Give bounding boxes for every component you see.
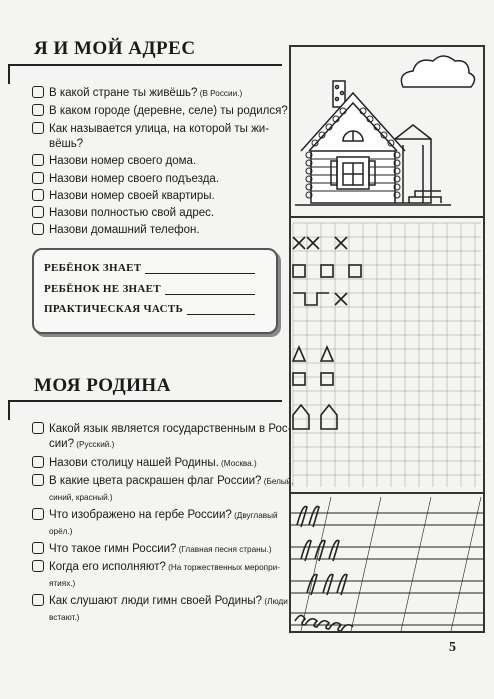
checkbox[interactable] [32, 542, 44, 554]
question-coat-of-arms[interactable]: Что изображено на гербе России? (Двуглавый орёл.) [32, 508, 278, 539]
checkbox[interactable] [32, 206, 44, 218]
checkbox[interactable] [32, 474, 44, 486]
checkbox[interactable] [32, 172, 44, 184]
exercise-column [289, 45, 485, 633]
question-anthem-when[interactable]: Когда его исполняют? (На торжественных меропри- ятиях.) [32, 560, 280, 591]
exercise-illustrations [291, 47, 483, 631]
checkbox[interactable] [32, 508, 44, 520]
question-street[interactable]: Как называется улица, на которой ты жи- вёшь? [32, 122, 269, 151]
page-number: 5 [449, 640, 456, 655]
assessment-knows: РЕБЁНОК ЗНАЕТ [44, 262, 255, 274]
section-divider [8, 400, 282, 402]
checkbox[interactable] [32, 122, 44, 134]
assessment-not-knows: РЕБЁНОК НЕ ЗНАЕТ [44, 283, 255, 295]
checkbox[interactable] [32, 104, 44, 116]
question-anthem-how[interactable]: Как слушают люди гимн своей Родины? (Люди встают.) [32, 594, 288, 625]
section-title-homeland: МОЯ РОДИНА [34, 375, 171, 396]
question-apartment-number[interactable]: Назови номер своей квартиры. [32, 189, 215, 204]
checkbox[interactable] [32, 189, 44, 201]
checkbox[interactable] [32, 154, 44, 166]
question-house-number[interactable]: Назови номер своего дома. [32, 154, 196, 169]
section-bracket [8, 400, 10, 420]
question-entrance-number[interactable]: Назови номер своего подъезда. [32, 172, 219, 187]
answer-line[interactable] [145, 263, 255, 274]
question-flag[interactable]: В какие цвета раскрашен флаг России? (Белый, синий, красный.) [32, 474, 294, 505]
checkbox[interactable] [32, 594, 44, 606]
checkbox[interactable] [32, 223, 44, 235]
checkbox[interactable] [32, 456, 44, 468]
question-full-address[interactable]: Назови полностью свой адрес. [32, 206, 214, 221]
section-divider [8, 64, 282, 66]
assessment-practical: ПРАКТИЧЕСКАЯ ЧАСТЬ [44, 303, 255, 315]
question-language[interactable]: Какой язык является государственным в Рос- сии? (Русский.) [32, 422, 291, 452]
question-city[interactable]: В каком городе (деревне, селе) ты родился? [32, 104, 288, 119]
question-home-phone[interactable]: Назови домашний телефон. [32, 223, 200, 238]
answer-line[interactable] [165, 284, 255, 295]
answer-line[interactable] [187, 304, 255, 315]
grid-patterns [293, 237, 361, 429]
cell-grid [293, 223, 481, 487]
house-illustration [295, 56, 475, 205]
handwriting-lines [291, 497, 483, 631]
section-bracket [8, 64, 10, 84]
cloud-icon [401, 56, 474, 87]
checkbox[interactable] [32, 422, 44, 434]
assessment-box [32, 248, 278, 334]
checkbox[interactable] [32, 86, 44, 98]
question-capital[interactable]: Назови столицу нашей Родины. (Москва.) [32, 456, 257, 472]
question-country[interactable]: В какой стране ты живёшь? (В России.) [32, 86, 242, 102]
question-anthem[interactable]: Что такое гимн России? (Главная песня страны.) [32, 542, 272, 558]
checkbox[interactable] [32, 560, 44, 572]
section-title-address: Я И МОЙ АДРЕС [34, 38, 196, 59]
